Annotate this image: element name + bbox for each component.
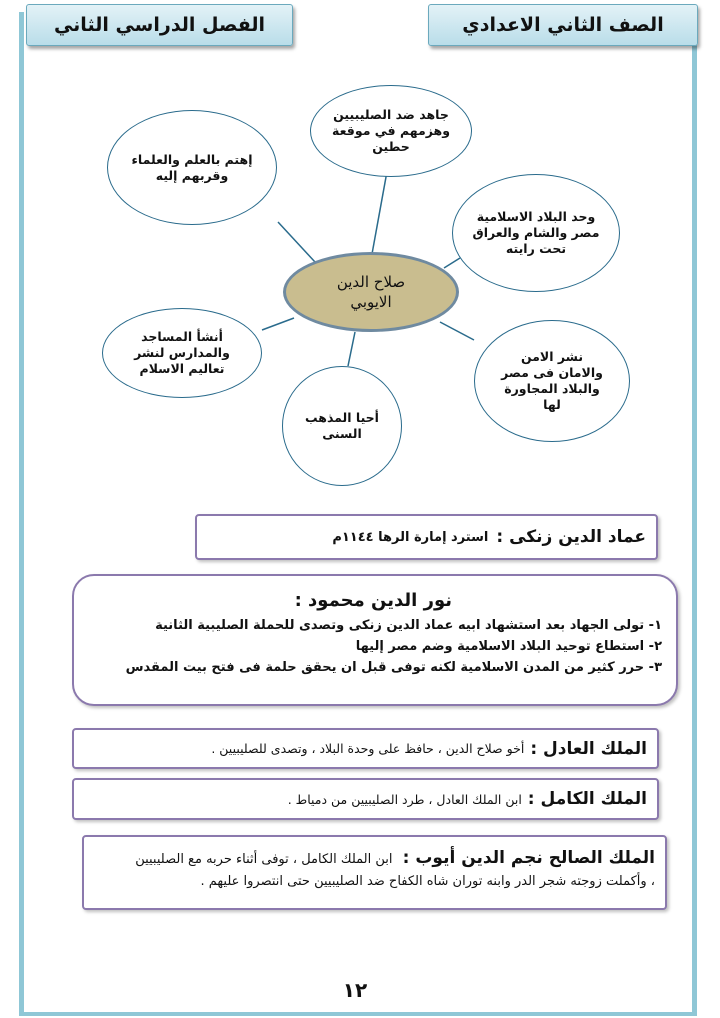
term-title: الفصل الدراسي الثاني [53, 14, 266, 36]
kamil-text: ابن الملك العادل ، طرد الصليبيين من دمياط . [287, 791, 522, 807]
connector-top-left [278, 222, 315, 262]
nur-item: ٢- استطاع توحيد البلاد الاسلامية وضم مصر إليها [355, 639, 662, 654]
node-text: إهتم بالعلم والعلماء [131, 151, 253, 167]
node-text: السنى [322, 426, 362, 441]
node-text: والمدارس لنشر [134, 345, 230, 360]
mindmap-node-top [310, 85, 472, 177]
node-text: أنشأ المساجد [141, 329, 223, 344]
mindmap-node-left [102, 308, 262, 398]
nur-box [72, 574, 678, 706]
node-text: أحيا المذهب [305, 410, 379, 425]
mindmap-node-top-left [107, 110, 277, 225]
mindmap-center-node [283, 252, 459, 332]
mindmap-node-right [452, 174, 620, 292]
connector-left [262, 318, 294, 330]
node-text: نشر الامن [520, 349, 584, 364]
connector-right [444, 258, 460, 268]
kamil-box [72, 778, 659, 820]
node-text: والبلاد المجاورة [504, 381, 600, 396]
page-number: ١٢ [342, 978, 368, 1002]
node-text: تحت رايته [505, 241, 567, 256]
nur-item: ١- تولى الجهاد بعد استشهاد ابيه عماد الدين زنكى وتصدى للحملة الصليبية الثانية [155, 618, 662, 633]
adil-heading: الملك العادل : [530, 738, 647, 759]
connector-bottom-right [440, 322, 474, 340]
nur-item: ٣- حرر كثير من المدن الاسلامية لكنه توفى قبل ان يحقق حلمة فى فتح بيت المقدس [125, 660, 662, 675]
node-text: مصر والشام والعراق [472, 225, 600, 240]
node-text: وهزمهم في موقعة [332, 123, 450, 138]
salih-text-1: ابن الملك الكامل ، توفى أثناء حربه مع الصليبيين [135, 852, 393, 867]
salih-box [82, 835, 667, 910]
node-text: وحد البلاد الاسلامية [476, 209, 596, 224]
adil-text: أخو صلاح الدين ، حافظ على وحدة البلاد ، وتصدى للصليبيين . [211, 741, 525, 756]
node-text: لها [543, 397, 561, 412]
salih-heading: الملك الصالح نجم الدين أيوب : [402, 848, 655, 868]
adil-box [72, 728, 659, 769]
node-text: حطين [372, 139, 410, 154]
node-text: تعاليم الاسلام [139, 361, 225, 376]
imad-text: استرد إمارة الرها ١١٤٤م [332, 529, 489, 545]
kamil-heading: الملك الكامل : [527, 789, 647, 809]
grade-title: الصف الثاني الاعدادي [462, 14, 664, 36]
node-text: جاهد ضد الصليبيين [333, 107, 449, 122]
imad-heading: عماد الدين زنكى : [496, 527, 646, 547]
center-line-1: صلاح الدين [336, 272, 406, 291]
imad-box [195, 514, 658, 560]
node-text: وقربهم إليه [155, 167, 229, 183]
mindmap-node-bottom-right [474, 320, 630, 442]
node-text: والامان فى مصر [501, 365, 603, 380]
mindmap-node-bottom [282, 366, 402, 486]
nur-heading: نور الدين محمود : [294, 590, 452, 611]
center-line-2: الايوبي [350, 293, 392, 311]
salih-text-2: ، وأكملت زوجته شجر الدر وابنه توران شاه الكفاح ضد الصليبيين حتى انتصروا عليهم . [200, 874, 655, 889]
connector-bottom [348, 332, 355, 366]
